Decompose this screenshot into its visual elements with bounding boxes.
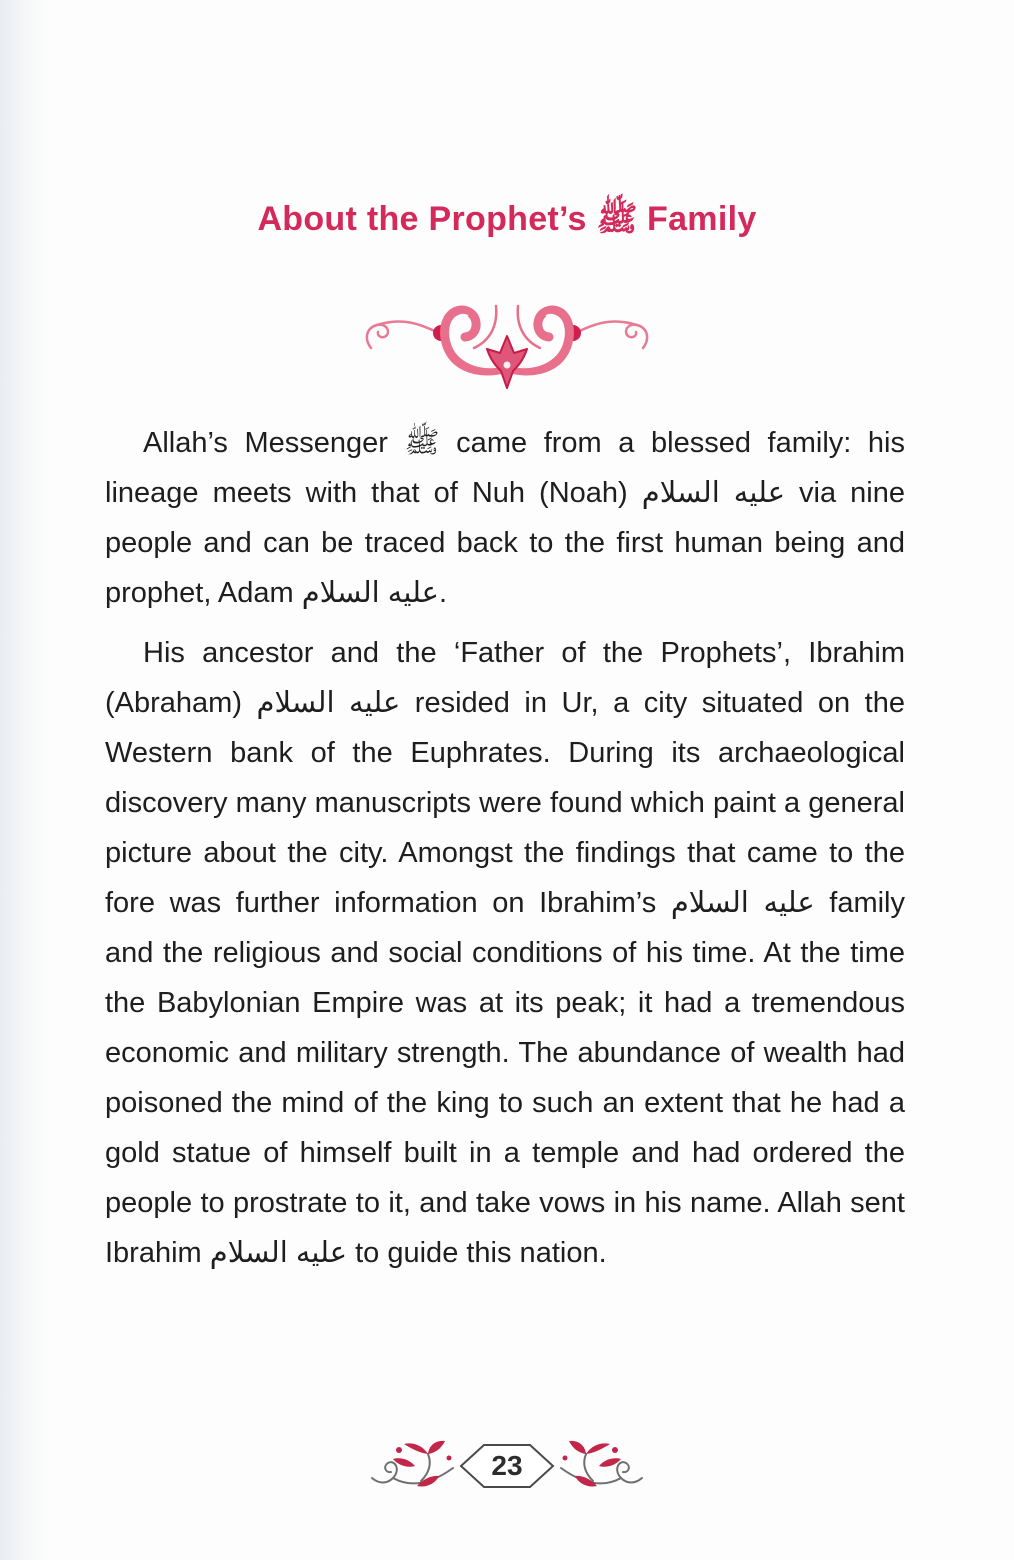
body-text [105, 418, 905, 1288]
header-ornament-divider [357, 280, 657, 397]
floral-swirl-divider-icon [357, 280, 657, 392]
body-paragraph: His ancestor and the ‘Father of the Prophets’, Ibrahim (Abraham) عليه السلام resided in Ur, a city situated on the Western bank of the Euphrates. During its archaeological discovery many manuscripts were found which paint a general picture about the city. Amongst the findings that came to the fore was further information on Ibrahim’s عليه السلام family and the religious and social conditions of his time. At the time the Babylonian Empire was at its peak; it had a tremendous economic and military strength. The abundance of wealth had poisoned the mind of the king to such an extent that he had a gold statue of himself built in a temple and had ordered the people to prostrate to it, and take vows in his name. Allah sent Ibrahim عليه السلام to guide this nation. [105, 637, 905, 1269]
page-number: 23 [491, 1450, 523, 1481]
body-paragraph: Allah’s Messenger ﷺ came from a blessed family: his lineage meets with that of Nuh (Noah) عليه السلام via nine people and can be traced back to the first human being and prophet, Adam عليه السلام. [105, 427, 905, 609]
page-number-badge [459, 1442, 555, 1490]
footer-flourish-left-icon [369, 1438, 455, 1494]
page-title: About the Prophet’s ﷺ Family [257, 200, 757, 238]
footer-flourish-right-icon [559, 1438, 645, 1494]
page-footer [369, 1438, 645, 1494]
